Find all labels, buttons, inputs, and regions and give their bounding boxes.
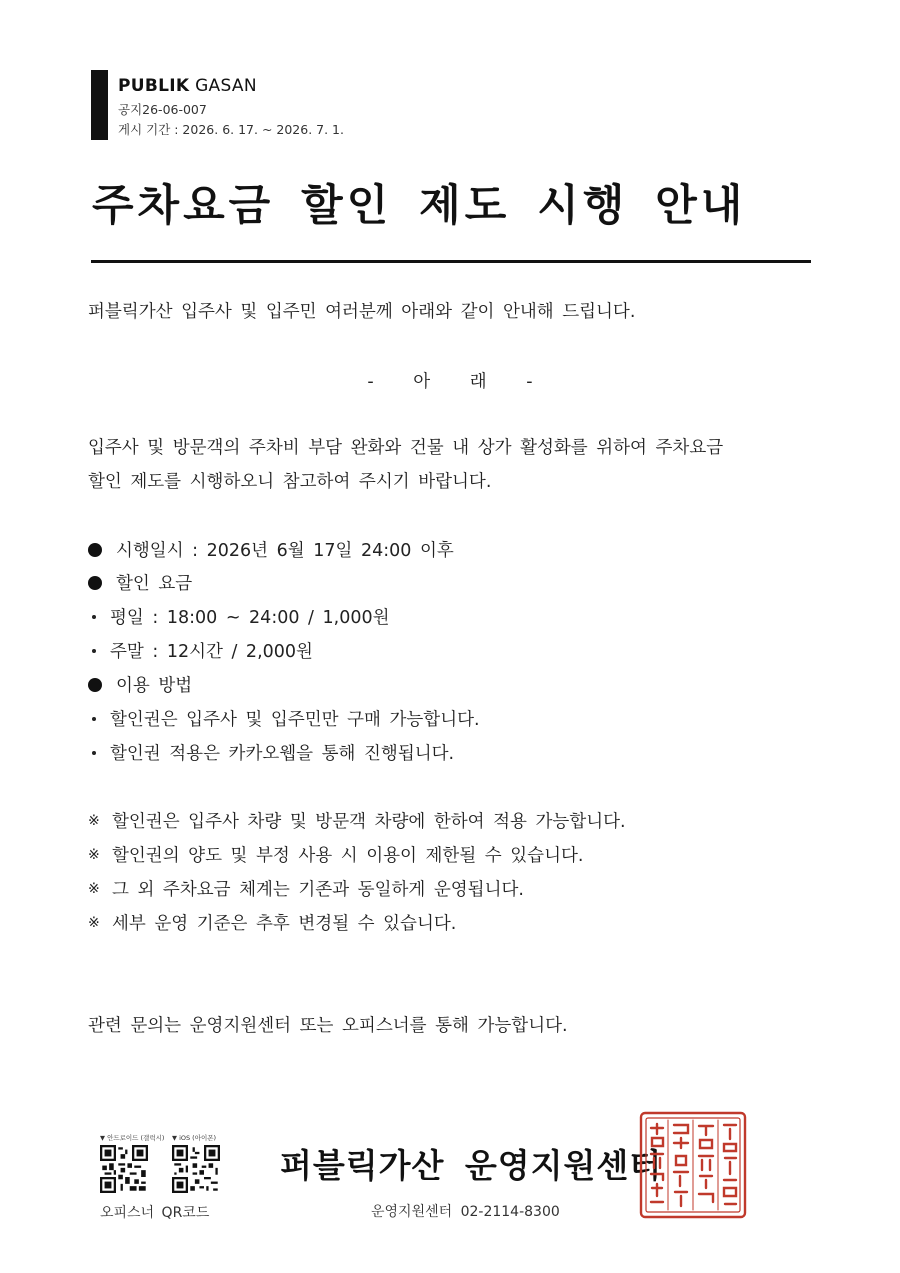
qr-code-icon[interactable] bbox=[100, 1145, 148, 1193]
item-usage-2 bbox=[88, 740, 454, 765]
qr-android-caption: ▼ 안드로이드 (갤럭시) bbox=[100, 1134, 165, 1142]
title-divider bbox=[91, 260, 811, 263]
item-text: 할인권 적용은 카카오웹을 통해 진행됩니다. bbox=[110, 744, 455, 764]
contact-info: 운영지원센터 02-2114-8300 bbox=[371, 1204, 560, 1220]
dot-icon bbox=[92, 751, 96, 755]
item-weekday bbox=[88, 604, 390, 629]
item-weekend bbox=[88, 638, 313, 663]
note-2 bbox=[88, 842, 583, 867]
brand-light: GASAN bbox=[195, 76, 257, 96]
item-text: 이용 방법 bbox=[116, 676, 193, 696]
note-text: 할인권은 입주사 차량 및 방문객 차량에 한하여 적용 가능합니다. bbox=[112, 812, 626, 832]
item-text: 평일 : 18:00 ~ 24:00 / 1,000원 bbox=[110, 608, 390, 628]
reference-mark-icon: ※ bbox=[88, 880, 100, 897]
item-fee-heading bbox=[88, 570, 192, 595]
dot-icon bbox=[92, 649, 96, 653]
reference-mark-icon: ※ bbox=[88, 846, 100, 863]
note-text: 할인권의 양도 및 부정 사용 시 이용이 제한될 수 있습니다. bbox=[112, 846, 584, 866]
qr-label: 오피스너 QR코드 bbox=[100, 1205, 210, 1221]
brand-bar bbox=[91, 70, 108, 140]
item-usage-1 bbox=[88, 706, 480, 731]
dot-icon bbox=[92, 615, 96, 619]
item-start-date bbox=[88, 537, 454, 562]
note-text: 그 외 주차요금 체계는 기존과 동일하게 운영됩니다. bbox=[112, 880, 524, 900]
official-seal-icon bbox=[638, 1110, 748, 1220]
bullet-icon bbox=[88, 576, 102, 590]
brand-logo bbox=[118, 76, 257, 96]
bullet-icon bbox=[88, 678, 102, 692]
item-text: 할인 요금 bbox=[116, 574, 193, 594]
item-text: 주말 : 12시간 / 2,000원 bbox=[110, 642, 313, 662]
qr-ios[interactable] bbox=[172, 1133, 220, 1197]
item-usage-heading bbox=[88, 672, 192, 697]
note-1 bbox=[88, 808, 626, 833]
qr-code-icon[interactable] bbox=[172, 1145, 220, 1193]
qr-android[interactable] bbox=[100, 1133, 164, 1197]
item-text: 시행일시 : 2026년 6월 17일 24:00 이후 bbox=[116, 541, 454, 561]
reference-mark-icon: ※ bbox=[88, 812, 100, 829]
posting-period: 게시 기간 : 2026. 6. 17. ~ 2026. 7. 1. bbox=[118, 122, 344, 137]
note-4 bbox=[88, 910, 456, 935]
reference-mark-icon: ※ bbox=[88, 914, 100, 931]
body-line-2: 할인 제도를 시행하오니 참고하여 주시기 바랍니다. bbox=[88, 472, 492, 492]
organization-name: 퍼블릭가산 운영지원센터 bbox=[280, 1146, 663, 1185]
below-marker: - 아 래 - bbox=[367, 372, 533, 392]
body-line-1: 입주사 및 방문객의 주차비 부담 완화와 건물 내 상가 활성화를 위하여 주차요금 bbox=[88, 438, 724, 458]
brand-bold: PUBLIK bbox=[118, 76, 190, 96]
page-title: 주차요금 할인 제도 시행 안내 bbox=[92, 181, 747, 231]
note-text: 세부 운영 기준은 추후 변경될 수 있습니다. bbox=[112, 914, 457, 934]
item-text: 할인권은 입주사 및 입주민만 구매 가능합니다. bbox=[110, 710, 480, 730]
note-3 bbox=[88, 876, 524, 901]
intro-text: 퍼블릭가산 입주사 및 입주민 여러분께 아래와 같이 안내해 드립니다. bbox=[88, 302, 636, 322]
dot-icon bbox=[92, 717, 96, 721]
notice-number: 공지26-06-007 bbox=[118, 102, 207, 117]
bullet-icon bbox=[88, 543, 102, 557]
inquiry-text: 관련 문의는 운영지원센터 또는 오피스너를 통해 가능합니다. bbox=[88, 1016, 568, 1036]
qr-ios-caption: ▼ iOS (아이폰) bbox=[172, 1134, 217, 1142]
